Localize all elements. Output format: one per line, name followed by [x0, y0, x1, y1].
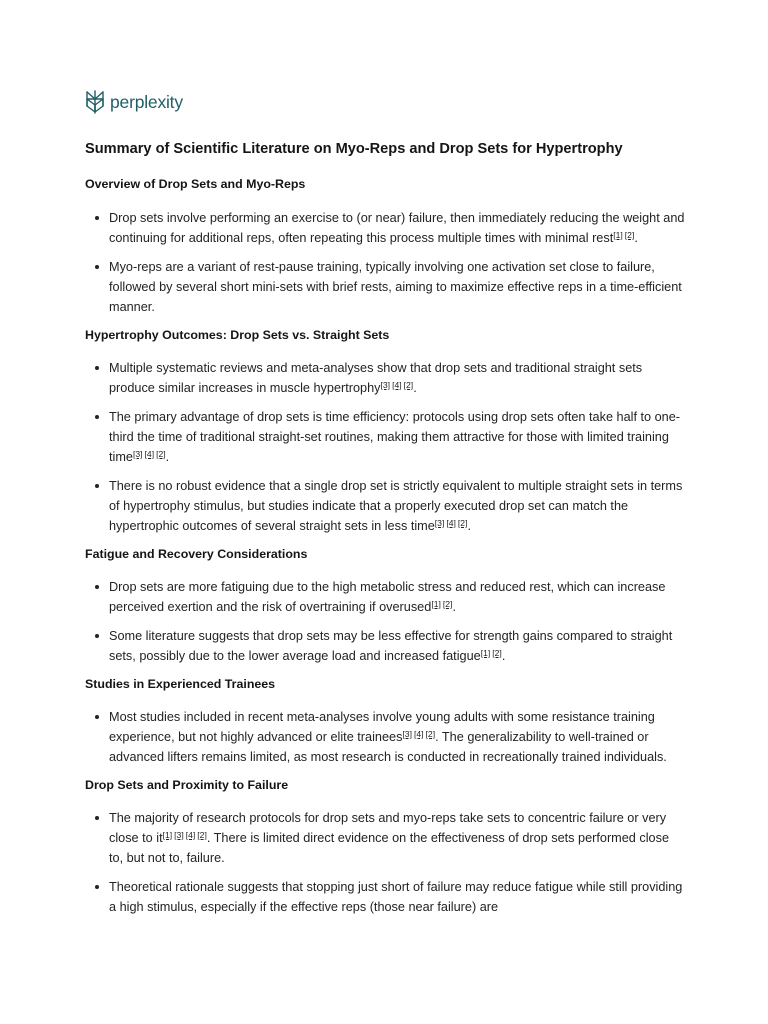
- list-item: Drop sets are more fatiguing due to the high metabolic stress and reduced rest, which can increase perceived exertion and the risk of overtraining if overused[1] [2].: [85, 577, 685, 617]
- list-item: Some literature suggests that drop sets may be less effective for strength gains compared to straight sets, possibly due to the lower average load and increased fatigue[1] [2].: [85, 626, 685, 666]
- citation-link[interactable]: [2]: [197, 830, 207, 840]
- citation-link[interactable]: [4]: [413, 729, 424, 739]
- list-item: The primary advantage of drop sets is time efficiency: protocols using drop sets often take half to one-third the time of traditional straight-set routines, making them attractive for those with limited training time[3] [4] [2].: [85, 407, 685, 467]
- citation-link[interactable]: [1]: [431, 599, 441, 609]
- citation-link[interactable]: [3]: [132, 449, 143, 459]
- list-item: Most studies included in recent meta-analyses involve young adults with some resistance training experience, but not highly advanced or elite trainees[3] [4] [2]. The generalizability to well-trained or advanced lifters remains limited, as most research is conducted in recreationally trained individuals.: [85, 707, 685, 767]
- citation-link[interactable]: [2]: [442, 599, 453, 609]
- citation-link[interactable]: [4]: [185, 830, 196, 840]
- citation-link[interactable]: [2]: [425, 729, 436, 739]
- list-item: Multiple systematic reviews and meta-analyses show that drop sets and traditional straight sets produce similar increases in muscle hypertrophy[3] [4] [2].: [85, 358, 685, 398]
- section-heading-experienced-trainees: Studies in Experienced Trainees: [85, 677, 276, 691]
- document-title: Summary of Scientific Literature on Myo-Reps and Drop Sets for Hypertrophy: [85, 141, 623, 157]
- list-item: There is no robust evidence that a single drop set is strictly equivalent to multiple straight sets in terms of hypertrophy stimulus, but studies indicate that a properly executed drop set can match the hypertrophic outcomes of several straight sets in less time[3] [4] [2].: [85, 476, 685, 536]
- section-list-hypertrophy-outcomes: [85, 358, 685, 536]
- brand-name: perplexity: [110, 91, 183, 112]
- citation-link[interactable]: [2]: [624, 230, 635, 240]
- citation-link[interactable]: [3]: [402, 729, 412, 739]
- list-item: Myo-reps are a variant of rest-pause training, typically involving one activation set close to failure, followed by several short mini-sets with brief rests, aiming to maximize effective reps in a time-efficient manner.: [85, 257, 685, 317]
- section-list-experienced-trainees: [85, 707, 685, 767]
- section-list-overview: [85, 208, 685, 317]
- citation-link[interactable]: [3]: [434, 518, 445, 528]
- citation-link[interactable]: [2]: [156, 449, 166, 459]
- citation-link[interactable]: [3]: [380, 380, 391, 390]
- perplexity-logo-icon: [85, 90, 105, 114]
- list-item: The majority of research protocols for drop sets and myo-reps take sets to concentric failure or very close to it[1] [3] [4] [2]. There is limited direct evidence on the effectiveness of drop sets performed close to, but not to, failure.: [85, 808, 685, 868]
- citation-link[interactable]: [4]: [144, 449, 155, 459]
- section-heading-hypertrophy-outcomes: Hypertrophy Outcomes: Drop Sets vs. Straight Sets: [85, 328, 390, 342]
- citation-link[interactable]: [1]: [480, 648, 491, 658]
- citation-link[interactable]: [2]: [492, 648, 502, 658]
- citation-link[interactable]: [2]: [403, 380, 414, 390]
- citation-link[interactable]: [2]: [457, 518, 468, 528]
- section-list-proximity-to-failure: [85, 808, 685, 917]
- citation-link[interactable]: [1]: [162, 830, 173, 840]
- list-item: Drop sets involve performing an exercise to (or near) failure, then immediately reducing the weight and continuing for additional reps, often repeating this process multiple times with minimal rest[1] [2].: [85, 208, 685, 248]
- citation-link[interactable]: [4]: [446, 518, 456, 528]
- document-content: [85, 139, 685, 917]
- section-heading-proximity-to-failure: Drop Sets and Proximity to Failure: [85, 778, 289, 792]
- section-heading-fatigue-recovery: Fatigue and Recovery Considerations: [85, 547, 308, 561]
- list-item: Theoretical rationale suggests that stopping just short of failure may reduce fatigue while still providing a high stimulus, especially if the effective reps (those near failure) are: [85, 877, 685, 917]
- citation-link[interactable]: [4]: [392, 380, 402, 390]
- brand-logo[interactable]: [85, 90, 183, 114]
- section-heading-overview: Overview of Drop Sets and Myo-Reps: [85, 177, 306, 191]
- section-list-fatigue-recovery: [85, 577, 685, 666]
- citation-link[interactable]: [1]: [613, 230, 623, 240]
- citation-link[interactable]: [3]: [174, 830, 184, 840]
